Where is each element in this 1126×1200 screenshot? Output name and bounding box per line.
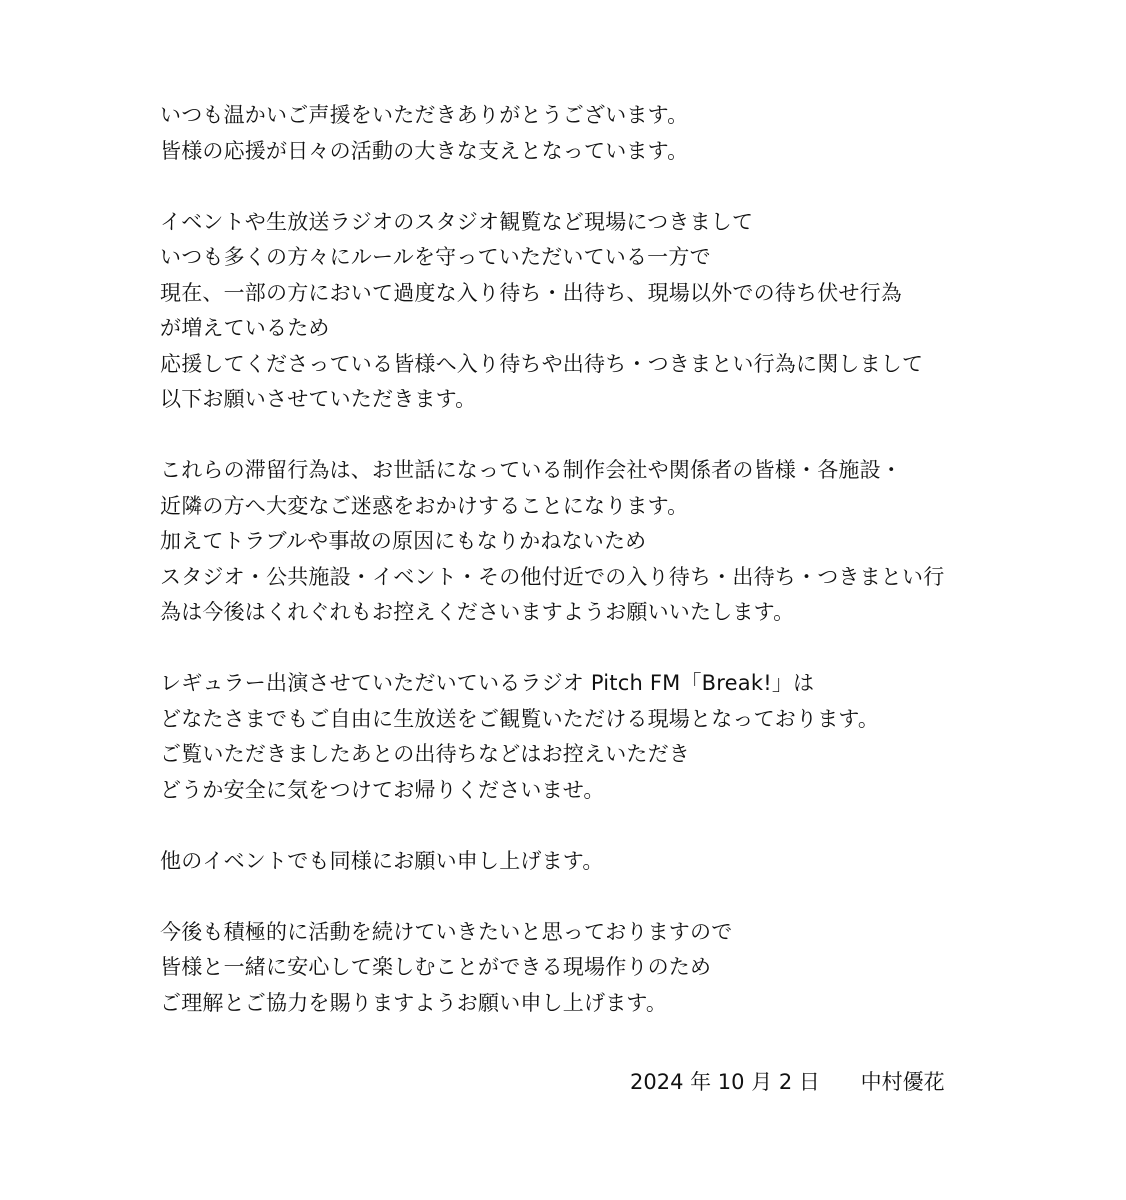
text-line: ご理解とご協力を賜りますようお願い申し上げます。 [160, 990, 668, 1015]
text-line: 今後も積極的に活動を続けていきたいと思っておりますので [160, 919, 733, 944]
paragraph-radio [160, 666, 990, 808]
signature-block [630, 1066, 945, 1096]
text-line: どうか安全に気をつけてお帰りくださいませ。 [160, 777, 605, 802]
text-line: が増えているため [160, 316, 330, 340]
paragraph-greeting [160, 98, 990, 169]
text-line: いつも多くの方々にルールを守っていただいている一方で [160, 245, 711, 269]
statement-document [160, 98, 990, 1057]
paragraph-other-events [160, 844, 990, 880]
signature-name: 中村優花 [860, 1070, 945, 1094]
text-line: ご覧いただきましたあとの出待ちなどはお控えいただき [160, 742, 690, 766]
text-line: レギュラー出演させていただいているラジオ Pitch FM「Break!」は [160, 671, 815, 695]
text-line: これらの滞留行為は、お世話になっている制作会社や関係者の皆様・各施設・ [160, 458, 902, 482]
text-line: 応援してくださっている皆様へ入り待ちや出待ち・つきまとい行為に関しまして [160, 351, 924, 376]
text-line: イベントや生放送ラジオのスタジオ観覧など現場につきまして [160, 209, 754, 234]
text-line: いつも温かいご声援をいただきありがとうございます。 [160, 103, 689, 127]
paragraph-request [160, 205, 990, 418]
signature-date: 2024 年 10 月 2 日 [630, 1070, 820, 1094]
text-line: 現在、一部の方において過度な入り待ち・出待ち、現場以外での待ち伏せ行為 [160, 280, 902, 305]
text-line: 皆様と一緒に安心して楽しむことができる現場作りのため [160, 955, 712, 979]
text-line: 為は今後はくれぐれもお控えくださいますようお願いいたします。 [160, 600, 795, 624]
text-line: 皆様の応援が日々の活動の大きな支えとなっています。 [160, 138, 689, 163]
paragraph-closing [160, 915, 990, 1022]
text-line: 加えてトラブルや事故の原因にもなりかねないため [160, 529, 647, 553]
text-line: 近隣の方へ大変なご迷惑をおかけすることになります。 [160, 493, 689, 518]
text-line: どなたさまでもご自由に生放送をご観覧いただける現場となっております。 [160, 706, 880, 731]
paragraph-reason [160, 453, 990, 631]
text-line: 以下お願いさせていただきます。 [160, 387, 477, 411]
text-line: スタジオ・公共施設・イベント・その他付近での入り待ち・出待ち・つきまとい行 [160, 564, 945, 589]
text-line: 他のイベントでも同様にお願い申し上げます。 [160, 848, 604, 873]
